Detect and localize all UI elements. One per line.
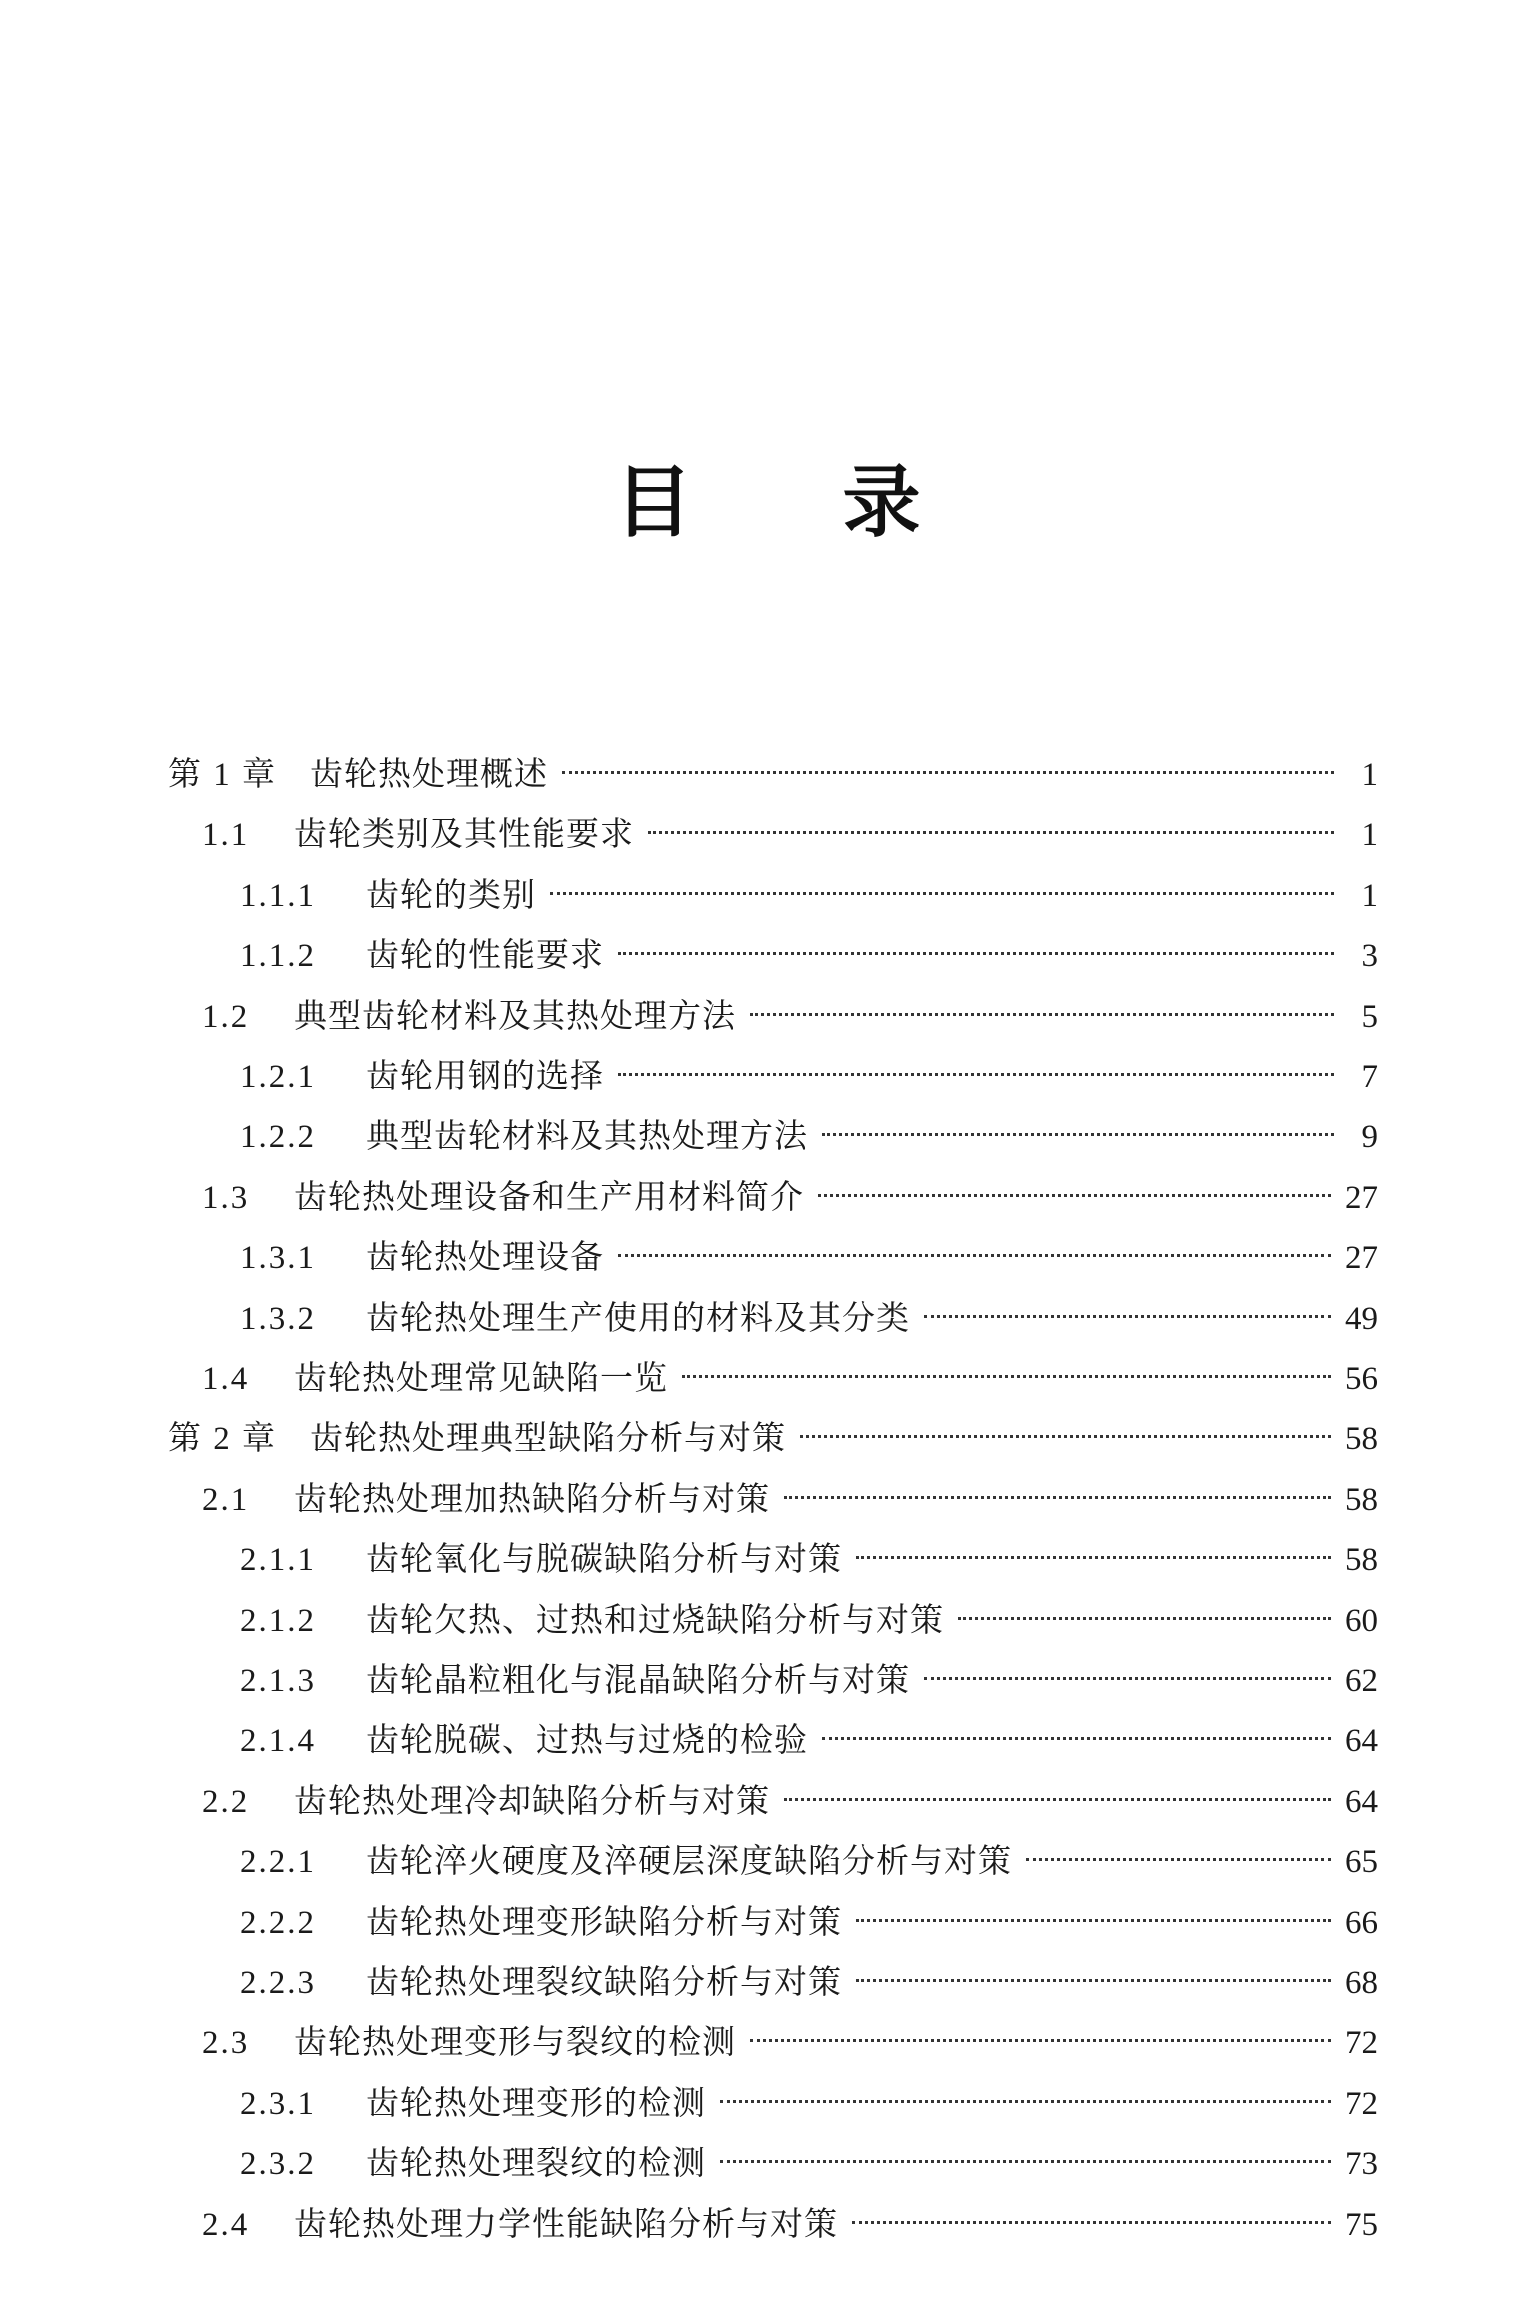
toc-entry-page-number: 75 (1345, 2207, 1378, 2243)
toc-entry-page-number: 64 (1345, 1723, 1378, 1759)
toc-entry-title: 典型齿轮材料及其热处理方法 (366, 1116, 808, 1155)
toc-entry-number: 2.1.2 (240, 1603, 316, 1639)
toc-dot-leader (750, 2003, 1331, 2053)
toc-entry-title: 齿轮热处理变形的检测 (366, 2083, 706, 2122)
toc-dot-leader (822, 1701, 1331, 1751)
toc-entry[interactable] (202, 1339, 1378, 1397)
toc-entry[interactable] (240, 1883, 1378, 1941)
toc-dot-leader (720, 2064, 1331, 2114)
toc-entry[interactable] (202, 1158, 1378, 1216)
toc-entry-title: 齿轮热处理生产使用的材料及其分类 (366, 1298, 910, 1337)
toc-entry-number: 1.3 (202, 1180, 250, 1216)
toc-entry[interactable] (240, 1218, 1378, 1276)
toc-entry-title: 齿轮热处理变形缺陷分析与对策 (366, 1902, 842, 1941)
toc-dot-leader (750, 977, 1334, 1027)
toc-dot-leader (856, 1883, 1331, 1933)
toc-entry-number: 2.1.3 (240, 1663, 316, 1699)
toc-entry-page-number: 49 (1345, 1301, 1378, 1337)
toc-entry-number: 1.1.2 (240, 938, 316, 974)
toc-entry-number: 2.2 (202, 1784, 250, 1820)
toc-entry-number: 2.1 (202, 1482, 250, 1518)
toc-entry[interactable] (240, 1520, 1378, 1578)
toc-entry-page-number: 65 (1345, 1844, 1378, 1880)
toc-dot-leader (682, 1339, 1331, 1389)
toc-entry-title: 齿轮淬火硬度及淬硬层深度缺陷分析与对策 (366, 1841, 1012, 1880)
toc-entry[interactable] (240, 1943, 1378, 2001)
toc-entry-page-number: 5 (1361, 999, 1378, 1035)
toc-entry-number: 1.3.2 (240, 1301, 316, 1337)
page-title (0, 440, 1535, 552)
toc-entry-number: 1.1 (202, 817, 250, 853)
toc-entry-number: 2.2.2 (240, 1905, 316, 1941)
toc-entry[interactable] (202, 977, 1378, 1035)
toc-entry[interactable] (202, 1460, 1378, 1518)
title-char-1: 目 (614, 458, 693, 548)
toc-entry-title: 齿轮热处理设备 (366, 1237, 604, 1276)
toc-entry-title: 齿轮的类别 (366, 875, 536, 914)
toc-entry-title: 齿轮脱碳、过热与过烧的检验 (366, 1720, 808, 1759)
toc-entry-title: 齿轮的性能要求 (366, 935, 604, 974)
toc-dot-leader (822, 1097, 1334, 1147)
toc-entry-title: 齿轮热处理常见缺陷一览 (294, 1358, 668, 1397)
toc-entry-title: 齿轮晶粒粗化与混晶缺陷分析与对策 (366, 1660, 910, 1699)
toc-entry-number: 1.4 (202, 1361, 250, 1397)
toc-entry[interactable] (240, 2124, 1378, 2182)
toc-entry-title: 齿轮热处理概述 (310, 754, 548, 793)
title-char-2: 录 (842, 458, 921, 548)
toc-entry-title: 齿轮欠热、过热和过烧缺陷分析与对策 (366, 1600, 944, 1639)
toc-dot-leader (618, 1037, 1334, 1087)
toc-entry-title: 齿轮热处理典型缺陷分析与对策 (310, 1418, 786, 1457)
toc-entry-number: 2.2.1 (240, 1844, 316, 1880)
toc-entry[interactable] (202, 2003, 1378, 2061)
toc-dot-leader (856, 1520, 1331, 1570)
toc-entry-page-number: 73 (1345, 2146, 1378, 2182)
toc-entry[interactable] (240, 916, 1378, 974)
toc-entry[interactable] (202, 2185, 1378, 2243)
toc-entry-title: 齿轮热处理加热缺陷分析与对策 (294, 1479, 770, 1518)
toc-entry-number: 2.2.3 (240, 1965, 316, 2001)
toc-entry-number: 第 2 章 (168, 1421, 277, 1457)
toc-entry-number: 2.3.1 (240, 2086, 316, 2122)
toc-dot-leader (784, 1460, 1331, 1510)
toc-entry-title: 齿轮热处理力学性能缺陷分析与对策 (294, 2204, 838, 2243)
toc-entry[interactable] (168, 1399, 1378, 1457)
toc-entry-page-number: 60 (1345, 1603, 1378, 1639)
toc-entry-number: 2.4 (202, 2207, 250, 2243)
toc-entry-title: 齿轮用钢的选择 (366, 1056, 604, 1095)
toc-entry-title: 齿轮氧化与脱碳缺陷分析与对策 (366, 1539, 842, 1578)
toc-entry[interactable] (240, 1641, 1378, 1699)
toc-dot-leader (800, 1399, 1331, 1449)
toc-entry-page-number: 68 (1345, 1965, 1378, 2001)
toc-entry-number: 2.1.1 (240, 1542, 316, 1578)
toc-entry[interactable] (168, 735, 1378, 793)
toc-entry-title: 齿轮热处理裂纹缺陷分析与对策 (366, 1962, 842, 2001)
toc-entry-number: 1.2.2 (240, 1119, 316, 1155)
toc-entry-page-number: 7 (1361, 1059, 1378, 1095)
toc-dot-leader (618, 916, 1334, 966)
toc-entry[interactable] (202, 795, 1378, 853)
toc-entry[interactable] (240, 1279, 1378, 1337)
toc-entry-page-number: 1 (1361, 878, 1378, 914)
toc-entry-title: 齿轮热处理变形与裂纹的检测 (294, 2022, 736, 2061)
toc-entry-page-number: 27 (1345, 1240, 1378, 1276)
toc-entry-page-number: 3 (1361, 938, 1378, 974)
toc-entry-number: 1.1.1 (240, 878, 316, 914)
toc-entry-number: 2.3 (202, 2025, 250, 2061)
toc-entry[interactable] (240, 1822, 1378, 1880)
toc-entry-number: 1.2 (202, 999, 250, 1035)
toc-entry-title: 齿轮热处理冷却缺陷分析与对策 (294, 1781, 770, 1820)
toc-entry-page-number: 1 (1361, 757, 1378, 793)
toc-entry-number: 2.3.2 (240, 2146, 316, 2182)
toc-entry-page-number: 56 (1345, 1361, 1378, 1397)
toc-entry[interactable] (240, 1701, 1378, 1759)
toc-dot-leader (618, 1218, 1331, 1268)
toc-entry-page-number: 58 (1345, 1421, 1378, 1457)
toc-entry-page-number: 58 (1345, 1482, 1378, 1518)
toc-entry-page-number: 1 (1361, 817, 1378, 853)
toc-dot-leader (562, 735, 1334, 785)
toc-entry-number: 1.2.1 (240, 1059, 316, 1095)
toc-dot-leader (1026, 1822, 1331, 1872)
toc-entry[interactable] (240, 1581, 1378, 1639)
toc-entry-title: 齿轮类别及其性能要求 (294, 814, 634, 853)
toc-dot-leader (924, 1279, 1331, 1329)
toc-entry-number: 2.1.4 (240, 1723, 316, 1759)
toc-dot-leader (784, 1762, 1331, 1812)
toc-entry[interactable] (240, 1037, 1378, 1095)
toc-entry-number: 第 1 章 (168, 757, 277, 793)
toc-entry[interactable] (240, 856, 1378, 914)
toc-entry-page-number: 9 (1361, 1119, 1378, 1155)
toc-dot-leader (550, 856, 1334, 906)
toc-dot-leader (818, 1158, 1331, 1208)
toc-entry-number: 1.3.1 (240, 1240, 316, 1276)
toc-dot-leader (852, 2185, 1331, 2235)
toc-entry-page-number: 27 (1345, 1180, 1378, 1216)
toc-entry-page-number: 72 (1345, 2086, 1378, 2122)
toc-entry-page-number: 66 (1345, 1905, 1378, 1941)
toc-dot-leader (720, 2124, 1331, 2174)
toc-entry-page-number: 72 (1345, 2025, 1378, 2061)
toc-entry[interactable] (202, 1762, 1378, 1820)
toc-entry-title: 齿轮热处理设备和生产用材料简介 (294, 1177, 804, 1216)
toc-dot-leader (648, 795, 1334, 845)
toc-entry-title: 齿轮热处理裂纹的检测 (366, 2143, 706, 2182)
toc-dot-leader (924, 1641, 1331, 1691)
toc-entry-page-number: 58 (1345, 1542, 1378, 1578)
toc-dot-leader (856, 1943, 1331, 1993)
toc-entry[interactable] (240, 2064, 1378, 2122)
toc-entry-title: 典型齿轮材料及其热处理方法 (294, 996, 736, 1035)
toc-dot-leader (958, 1581, 1331, 1631)
toc-entry-page-number: 64 (1345, 1784, 1378, 1820)
toc-entry-page-number: 62 (1345, 1663, 1378, 1699)
toc-entry[interactable] (240, 1097, 1378, 1155)
